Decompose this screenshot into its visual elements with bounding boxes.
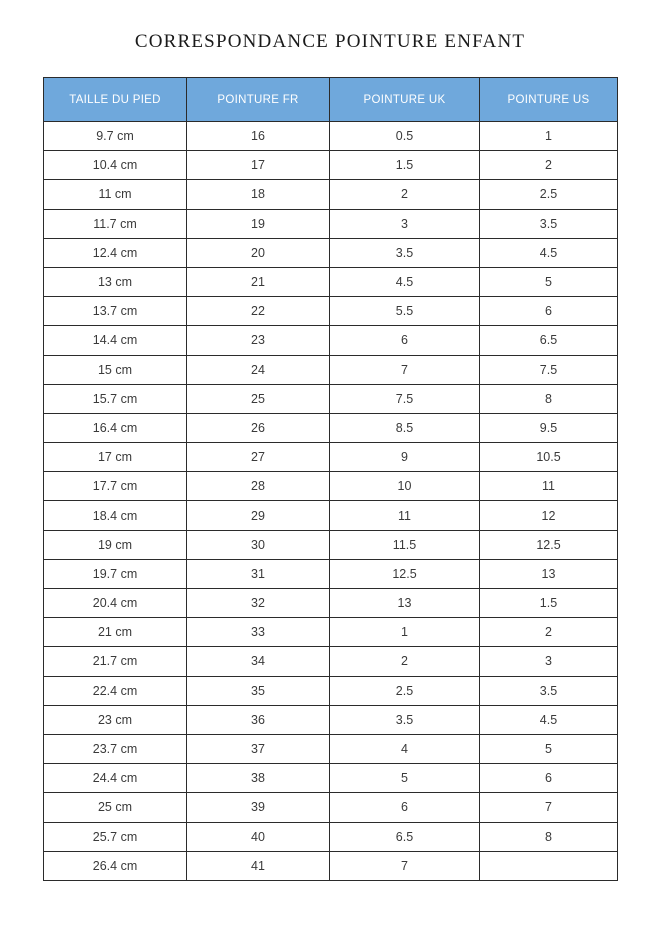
cell-size-fr: 35 [187, 676, 330, 705]
cell-foot-size: 22.4 cm [44, 676, 187, 705]
cell-foot-size: 10.4 cm [44, 151, 187, 180]
cell-size-us: 1 [480, 122, 618, 151]
cell-size-uk: 6.5 [330, 822, 480, 851]
cell-size-uk: 2 [330, 647, 480, 676]
page-title: CORRESPONDANCE POINTURE ENFANT [134, 31, 526, 52]
size-chart-table [43, 77, 618, 881]
cell-size-fr: 31 [187, 559, 330, 588]
table-row [44, 589, 618, 618]
cell-size-fr: 30 [187, 530, 330, 559]
cell-size-uk: 7.5 [330, 384, 480, 413]
cell-foot-size: 26.4 cm [44, 851, 187, 880]
table-row [44, 267, 618, 296]
cell-size-uk: 5 [330, 764, 480, 793]
table-row [44, 384, 618, 413]
table-row [44, 559, 618, 588]
cell-size-fr: 39 [187, 793, 330, 822]
cell-size-uk: 1.5 [330, 151, 480, 180]
table-row [44, 151, 618, 180]
cell-size-us: 7.5 [480, 355, 618, 384]
cell-size-fr: 40 [187, 822, 330, 851]
cell-foot-size: 15.7 cm [44, 384, 187, 413]
cell-size-us: 2 [480, 151, 618, 180]
cell-size-us: 6.5 [480, 326, 618, 355]
cell-foot-size: 19.7 cm [44, 559, 187, 588]
table-row [44, 705, 618, 734]
cell-size-us: 6 [480, 297, 618, 326]
cell-size-us: 4.5 [480, 238, 618, 267]
table-row [44, 618, 618, 647]
cell-foot-size: 25.7 cm [44, 822, 187, 851]
cell-size-fr: 25 [187, 384, 330, 413]
cell-size-fr: 24 [187, 355, 330, 384]
cell-size-fr: 27 [187, 443, 330, 472]
cell-foot-size: 19 cm [44, 530, 187, 559]
cell-foot-size: 13.7 cm [44, 297, 187, 326]
cell-foot-size: 25 cm [44, 793, 187, 822]
cell-size-uk: 4 [330, 734, 480, 763]
cell-size-us: 2 [480, 618, 618, 647]
table-row [44, 647, 618, 676]
cell-size-us: 5 [480, 734, 618, 763]
cell-size-uk: 1 [330, 618, 480, 647]
cell-size-uk: 3.5 [330, 705, 480, 734]
cell-size-us: 8 [480, 822, 618, 851]
cell-size-fr: 16 [187, 122, 330, 151]
cell-size-uk: 10 [330, 472, 480, 501]
cell-size-us: 11 [480, 472, 618, 501]
cell-foot-size: 14.4 cm [44, 326, 187, 355]
table-row [44, 238, 618, 267]
cell-size-us: 12 [480, 501, 618, 530]
table-row [44, 676, 618, 705]
cell-size-uk: 5.5 [330, 297, 480, 326]
table-row [44, 443, 618, 472]
table-row [44, 209, 618, 238]
cell-size-uk: 7 [330, 851, 480, 880]
cell-size-us: 2.5 [480, 180, 618, 209]
table-row [44, 501, 618, 530]
header-size-us: POINTURE US [480, 78, 618, 122]
table-row [44, 734, 618, 763]
cell-foot-size: 18.4 cm [44, 501, 187, 530]
cell-size-fr: 36 [187, 705, 330, 734]
cell-size-uk: 4.5 [330, 267, 480, 296]
cell-size-us: 1.5 [480, 589, 618, 618]
cell-size-fr: 18 [187, 180, 330, 209]
table-row [44, 413, 618, 442]
cell-foot-size: 13 cm [44, 267, 187, 296]
table-row [44, 180, 618, 209]
cell-size-us: 8 [480, 384, 618, 413]
cell-foot-size: 9.7 cm [44, 122, 187, 151]
cell-size-us [480, 851, 618, 880]
cell-size-us: 3.5 [480, 676, 618, 705]
cell-foot-size: 17 cm [44, 443, 187, 472]
cell-foot-size: 23 cm [44, 705, 187, 734]
cell-size-uk: 3.5 [330, 238, 480, 267]
cell-size-fr: 33 [187, 618, 330, 647]
cell-size-fr: 21 [187, 267, 330, 296]
cell-foot-size: 21 cm [44, 618, 187, 647]
cell-size-uk: 6 [330, 793, 480, 822]
header-size-fr: POINTURE FR [187, 78, 330, 122]
cell-size-fr: 17 [187, 151, 330, 180]
table-row [44, 122, 618, 151]
cell-foot-size: 17.7 cm [44, 472, 187, 501]
table-row [44, 472, 618, 501]
cell-size-fr: 19 [187, 209, 330, 238]
cell-size-uk: 2 [330, 180, 480, 209]
cell-size-uk: 11 [330, 501, 480, 530]
cell-size-uk: 0.5 [330, 122, 480, 151]
cell-size-uk: 3 [330, 209, 480, 238]
header-foot-size: TAILLE DU PIED [44, 78, 187, 122]
table-row [44, 851, 618, 880]
cell-size-us: 12.5 [480, 530, 618, 559]
cell-size-fr: 41 [187, 851, 330, 880]
cell-size-uk: 8.5 [330, 413, 480, 442]
cell-size-us: 3 [480, 647, 618, 676]
cell-size-fr: 32 [187, 589, 330, 618]
header-size-uk: POINTURE UK [330, 78, 480, 122]
cell-size-uk: 12.5 [330, 559, 480, 588]
cell-size-fr: 37 [187, 734, 330, 763]
cell-size-uk: 6 [330, 326, 480, 355]
table-row [44, 793, 618, 822]
cell-size-fr: 38 [187, 764, 330, 793]
cell-foot-size: 12.4 cm [44, 238, 187, 267]
cell-size-fr: 34 [187, 647, 330, 676]
cell-size-us: 7 [480, 793, 618, 822]
cell-size-fr: 22 [187, 297, 330, 326]
table-row [44, 764, 618, 793]
cell-size-us: 5 [480, 267, 618, 296]
cell-size-us: 4.5 [480, 705, 618, 734]
table-row [44, 530, 618, 559]
cell-foot-size: 11.7 cm [44, 209, 187, 238]
cell-size-us: 3.5 [480, 209, 618, 238]
table-row [44, 355, 618, 384]
table-header-row [44, 78, 618, 122]
cell-foot-size: 16.4 cm [44, 413, 187, 442]
cell-foot-size: 21.7 cm [44, 647, 187, 676]
cell-size-us: 13 [480, 559, 618, 588]
cell-foot-size: 20.4 cm [44, 589, 187, 618]
table-row [44, 822, 618, 851]
cell-size-uk: 13 [330, 589, 480, 618]
cell-size-fr: 26 [187, 413, 330, 442]
cell-size-fr: 29 [187, 501, 330, 530]
cell-size-us: 6 [480, 764, 618, 793]
cell-foot-size: 11 cm [44, 180, 187, 209]
cell-size-uk: 2.5 [330, 676, 480, 705]
cell-size-us: 10.5 [480, 443, 618, 472]
cell-size-uk: 11.5 [330, 530, 480, 559]
cell-foot-size: 23.7 cm [44, 734, 187, 763]
table-row [44, 326, 618, 355]
cell-foot-size: 15 cm [44, 355, 187, 384]
table-body [44, 122, 618, 881]
cell-size-fr: 20 [187, 238, 330, 267]
cell-size-fr: 28 [187, 472, 330, 501]
cell-size-fr: 23 [187, 326, 330, 355]
cell-size-uk: 7 [330, 355, 480, 384]
cell-size-uk: 9 [330, 443, 480, 472]
cell-foot-size: 24.4 cm [44, 764, 187, 793]
table-row [44, 297, 618, 326]
cell-size-us: 9.5 [480, 413, 618, 442]
